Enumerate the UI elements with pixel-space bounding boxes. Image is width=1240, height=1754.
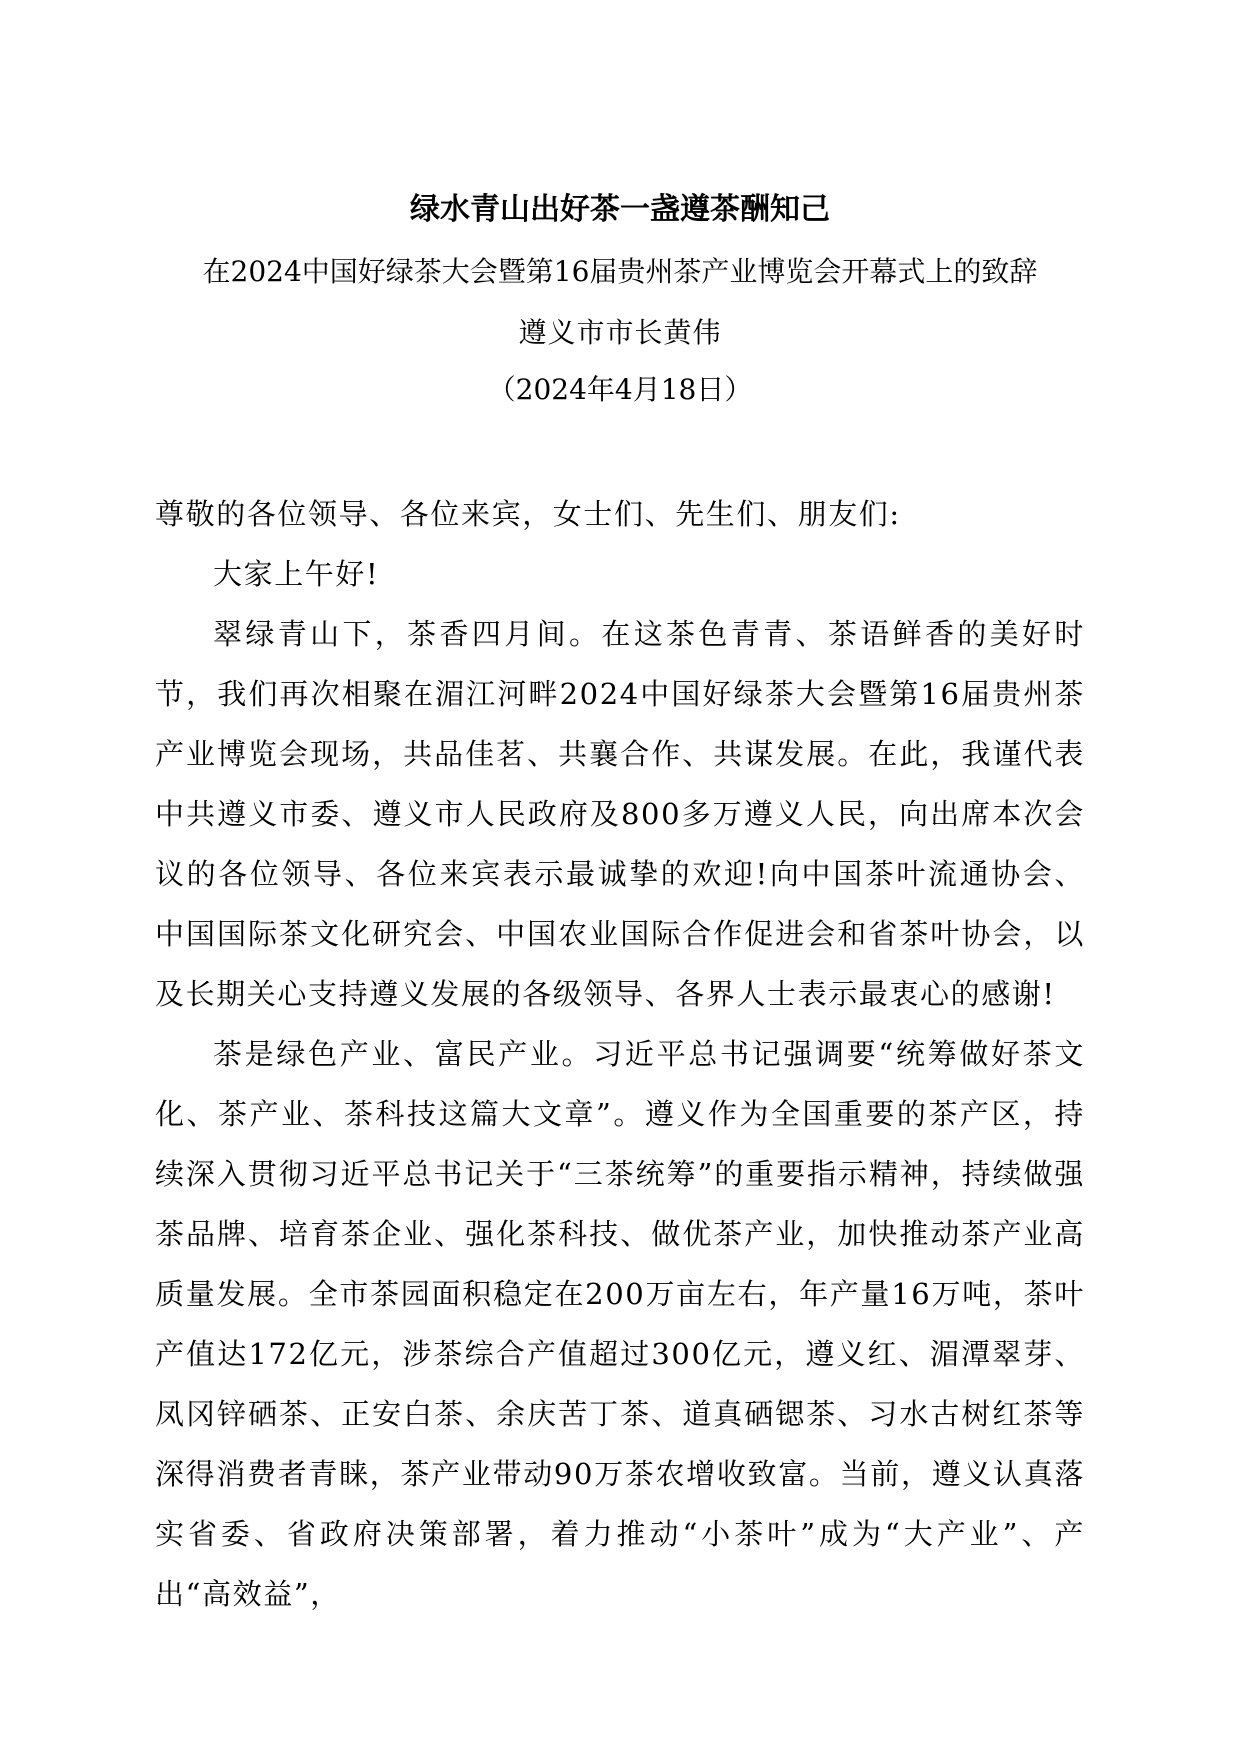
greeting-paragraph: 大家上午好! xyxy=(213,557,380,591)
document-author: 遵义市市长黄伟 xyxy=(518,316,722,349)
welcome-paragraph: 翠绿青山下，茶香四月间。在这茶色青青、茶语鲜香的美好时节，我们再次相聚在湄江河畔2024中国好绿茶大会暨第16届贵州茶产业博览会现场，共品佳茗、共襄合作、共谋发展。在此，我谨代表中共遵义市委、遵义市人民政府及800多万遵义人民，向出席本次会议的各位领导、各位来宾表示最诚挚的欢迎!向中国茶叶流通协会、中国国际茶文化研究会、中国农业国际合作促进会和省茶叶协会，以及长期关心支持遵义发展的各级领导、各界人士表示最衷心的感谢! xyxy=(155,617,1085,1011)
tea-industry-paragraph: 茶是绿色产业、富民产业。习近平总书记强调要“统筹做好茶文化、茶产业、茶科技这篇大文章”。遵义作为全国重要的茶产区，持续深入贯彻习近平总书记关于“三茶统筹”的重要指示精神，持续做强茶品牌、培育茶企业、强化茶科技、做优茶产业，加快推动茶产业高质量发展。全市茶园面积稳定在200万亩左右，年产量16万吨，茶叶产值达172亿元，涉茶综合产值超过300亿元，遵义红、湄潭翠芽、凤冈锌硒茶、正安白茶、余庆苦丁茶、道真硒锶茶、习水古树红茶等深得消费者青睐，茶产业带动90万茶农增收致富。当前，遵义认真落实省委、省政府决策部署，着力推动“小茶叶”成为“大产业”、产出“高效益”， xyxy=(155,1037,1085,1611)
document-date: （2024年4月18日） xyxy=(487,373,753,406)
salutation: 尊敬的各位领导、各位来宾，女士们、先生们、朋友们: xyxy=(155,497,901,531)
document-body xyxy=(155,484,1085,1624)
document-title: 绿水青山出好茶一盏遵茶酬知己 xyxy=(410,192,830,227)
document-subtitle: 在2024中国好绿茶大会暨第16届贵州茶产业博览会开幕式上的致辞 xyxy=(202,255,1038,288)
